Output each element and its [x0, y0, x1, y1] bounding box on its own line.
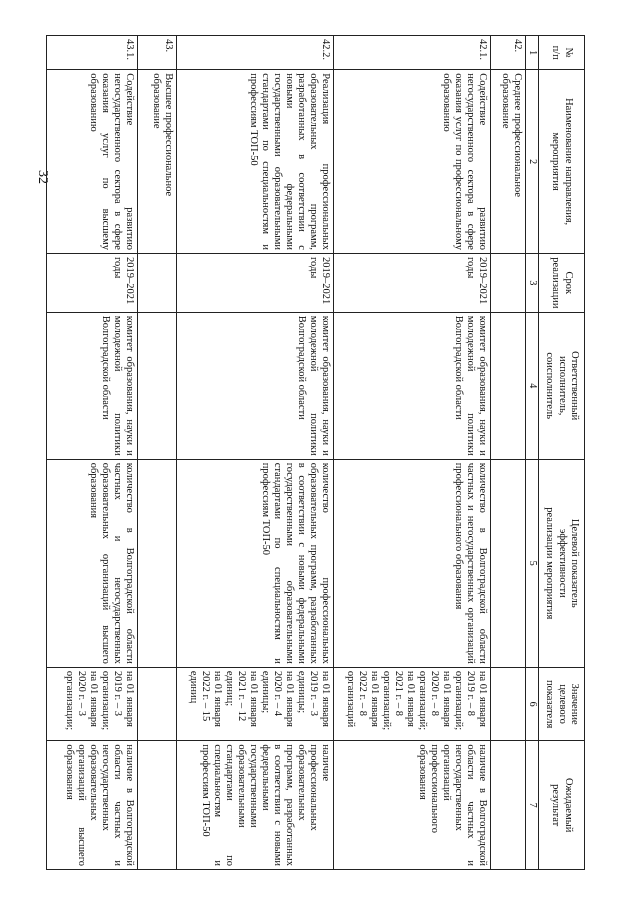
- header-term: Срок реализации: [539, 253, 585, 312]
- table-row: [334, 36, 491, 870]
- measure-indicator: количество в Волгоградской области частных и негосударственных образовательных организаций высшего образования: [47, 459, 138, 667]
- row-number: 42.: [491, 36, 526, 70]
- measure-indicator: количество профессиональных образовательных программ, разработанных в соответствии с новыми федеральными государственными образовательными стандартами по специальностям и профессиям ТОП-50: [177, 459, 334, 667]
- header-indicator: Целевой показатель эффективности реализации мероприятия: [539, 459, 585, 667]
- measure-executor: комитет образования, науки и молодежной политики Волгоградской области: [334, 312, 491, 459]
- header-result: Ожидаемый результат: [539, 741, 585, 870]
- table-row: [47, 36, 138, 870]
- measure-name: Содействие развитию негосударственного сектора в сфере оказания услуг по высшему образованию: [47, 70, 138, 254]
- header-num: № п/п: [539, 36, 585, 70]
- measure-name: Реализация профессиональных образовательных программ, разработанных в соответствии с новыми федеральными государственными образовательными стандартами по специальностям и профессиям ТОП-50: [177, 70, 334, 254]
- rotated-table-container: [64, 35, 585, 870]
- header-executor: Ответственный исполнитель, соисполнитель: [539, 312, 585, 459]
- section-row: [138, 36, 177, 870]
- measures-table: [47, 35, 586, 870]
- column-number-row: [526, 36, 539, 870]
- column-number: 2: [526, 70, 539, 254]
- measure-value: на 01 января 2019 г. – 8 организаций; на 01 января 2020 г. – 8 организаций; на 01 января 2021 г. – 8 организаций; на 01 января 2022 г. – 8 организаций: [334, 667, 491, 740]
- measure-value: на 01 января 2019 г. – 3 единицы; на 01 января 2020 г. – 4 единицы; на 01 января 2021 г. – 12 единиц; на 01 января 2022 г. – 15 единиц: [177, 667, 334, 740]
- measure-value: на 01 января 2019 г. – 3 организации; на 01 января 2020 г. – 3 организации;: [47, 667, 138, 740]
- measure-indicator: количество в Волгоградской области частных и негосударственных организаций профессионального образования: [334, 459, 491, 667]
- header-value: Значение целевого показателя: [539, 667, 585, 740]
- section-title: Среднее профессиональное образование: [491, 70, 526, 254]
- column-number: 4: [526, 312, 539, 459]
- column-number: 7: [526, 741, 539, 870]
- column-number: 6: [526, 667, 539, 740]
- measure-term: 2019–2021 годы: [47, 253, 138, 312]
- measure-result: наличие в Волгоградской области частных и негосударственных организаций профессионального образования: [334, 741, 491, 870]
- measure-executor: комитет образования, науки и молодежной политики Волгоградской области: [47, 312, 138, 459]
- column-number: 1: [526, 36, 539, 70]
- row-number: 43.1.: [47, 36, 138, 70]
- measure-name: Содействие развитию негосударственного сектора в сфере оказания услуг по профессиональному образованию: [334, 70, 491, 254]
- measure-term: 2019–2021 годы: [177, 253, 334, 312]
- section-row: [491, 36, 526, 870]
- column-number: 5: [526, 459, 539, 667]
- row-number: 42.2.: [177, 36, 334, 70]
- page-number: 32: [35, 170, 50, 184]
- measure-result: наличие профессиональных образовательных программ, разработанных в соответствии с новыми федеральными государственными образовательными стандартами по специальностям и профессиям ТОП-50: [177, 741, 334, 870]
- measure-executor: комитет образования, науки и молодежной политики Волгоградской области: [177, 312, 334, 459]
- measure-result: наличие в Волгоградской области частных и негосударственных образовательных организаций высшего образования: [47, 741, 138, 870]
- section-title: Высшее профессиональное образование: [138, 70, 177, 254]
- column-number: 3: [526, 253, 539, 312]
- table-header-row: [539, 36, 585, 870]
- header-name: Наименование направления, мероприятия: [539, 70, 585, 254]
- row-number: 42.1.: [334, 36, 491, 70]
- measure-term: 2019–2021 годы: [334, 253, 491, 312]
- row-number: 43.: [138, 36, 177, 70]
- table-row: [177, 36, 334, 870]
